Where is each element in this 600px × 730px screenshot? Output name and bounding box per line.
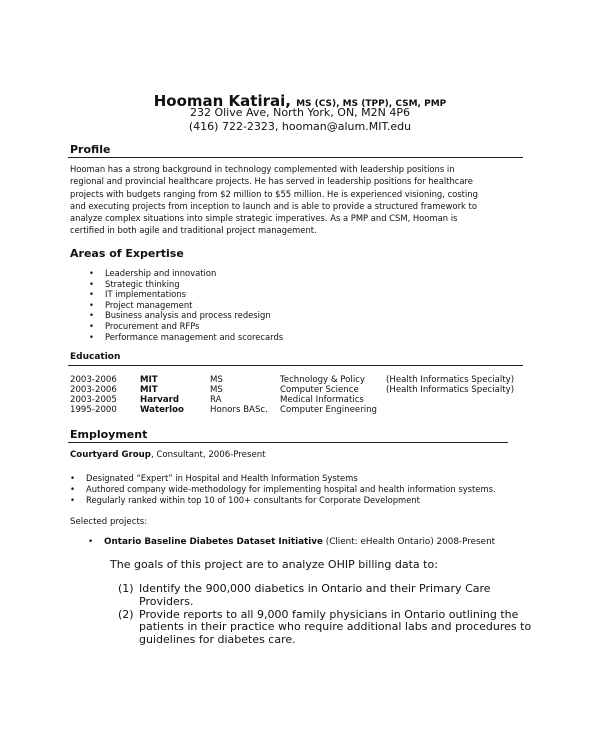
table-row <box>70 385 550 395</box>
list-item: • Strategic thinking <box>89 279 283 290</box>
candidate-contact: (416) 722-2323, hooman@alum.MIT.edu <box>188 120 412 133</box>
project-line <box>88 537 495 547</box>
candidate-address: 232 Olive Ave, North York, ON, M2N 4P6 <box>189 106 411 119</box>
table-row <box>70 395 550 405</box>
company-role: , Consultant, 2006-Present <box>150 450 266 460</box>
list-item: • Designated “Expert” in Hospital and Health Information Systems <box>70 473 496 484</box>
table-row <box>70 405 550 415</box>
profile-text <box>70 163 530 237</box>
expertise-heading: Areas of Expertise <box>70 247 184 260</box>
edu-years: 2003-2005 <box>70 395 117 405</box>
project-name: Ontario Baseline Diabetes Dataset Initiative <box>104 537 323 547</box>
profile-line: certified in both agile and traditional project management. <box>70 225 317 236</box>
goal-text: Identify the 900,000 diabetics in Ontario and their Primary Care Providers. <box>139 582 491 608</box>
goal-number: (2) <box>118 607 134 621</box>
edu-school: MIT <box>140 385 158 395</box>
edu-field: Medical Informatics <box>280 395 364 405</box>
edu-years: 2003-2006 <box>70 385 117 395</box>
list-item: • Project management <box>89 300 283 311</box>
list-item: • Authored company wide-methodology for implementing hospital and health information systems. <box>70 484 496 495</box>
edu-years: 2003-2006 <box>70 375 117 385</box>
education-heading: Education <box>70 352 121 362</box>
table-row <box>70 375 550 385</box>
edu-field: Computer Science <box>280 385 359 395</box>
list-item: • Leadership and innovation <box>89 268 283 279</box>
profile-line: analyze complex situations into simple strategic imperatives. As a PMP and CSM, Hooman is <box>70 213 458 224</box>
edu-specialty: (Health Informatics Specialty) <box>386 375 515 385</box>
edu-field: Computer Engineering <box>280 405 378 415</box>
employment-company-line <box>70 450 266 460</box>
profile-line: projects with budgets ranging from $2 million to $55 million. He is experienced visioning, costing <box>70 188 478 199</box>
list-item: • IT implementations <box>89 289 283 300</box>
selected-projects-label: Selected projects: <box>70 517 148 527</box>
candidate-name: Hooman Katirai, <box>153 92 291 110</box>
expertise-list <box>89 268 283 342</box>
list-item <box>118 609 538 647</box>
list-item: • Business analysis and process redesign <box>89 310 283 321</box>
profile-line: and executing projects from inception to launch and is able to provide a structured framework to <box>70 200 477 211</box>
candidate-credentials: MS (CS), MS (TPP), CSM, PMP <box>296 99 447 109</box>
profile-line: Hooman has a strong background in technology complemented with leadership positions in <box>70 164 455 174</box>
edu-school: Waterloo <box>140 405 184 415</box>
list-item: • Regularly ranked within top 10 of 100+ consultants for Corporate Development <box>70 495 496 506</box>
employment-achievements <box>70 473 496 505</box>
profile-line: regional and provincial healthcare projects. He has served in leadership positions for healthcare <box>70 176 473 187</box>
employment-heading: Employment <box>70 428 148 441</box>
edu-degree: MS <box>210 375 223 385</box>
project-goals <box>118 583 538 647</box>
project-bullet: • <box>88 537 94 547</box>
list-item <box>118 583 538 609</box>
edu-degree: MS <box>210 385 223 395</box>
edu-school: Harvard <box>140 395 180 405</box>
goal-text: Provide reports to all 9,000 family physicians in Ontario outlining the patients in their practice who require additional labs and procedures to guidelines for diabetes care. <box>139 607 532 647</box>
project-client: (Client: eHealth Ontario) 2008-Present <box>322 537 496 547</box>
list-item: • Procurement and RFPs <box>89 321 283 332</box>
edu-field: Technology & Policy <box>280 375 366 385</box>
employment-divider <box>68 442 508 443</box>
list-item: • Performance management and scorecards <box>89 332 283 343</box>
edu-degree: RA <box>210 395 222 405</box>
profile-heading: Profile <box>70 143 111 156</box>
education-divider <box>68 365 523 366</box>
company-name: Courtyard Group <box>70 450 151 460</box>
goal-number: (1) <box>118 582 134 595</box>
edu-degree: Honors BASc. <box>210 405 268 415</box>
edu-specialty: (Health Informatics Specialty) <box>386 385 515 395</box>
profile-divider <box>68 157 523 158</box>
edu-years: 1995-2000 <box>70 405 117 415</box>
project-intro: The goals of this project are to analyze OHIP billing data to: <box>110 558 438 571</box>
edu-school: MIT <box>140 375 158 385</box>
